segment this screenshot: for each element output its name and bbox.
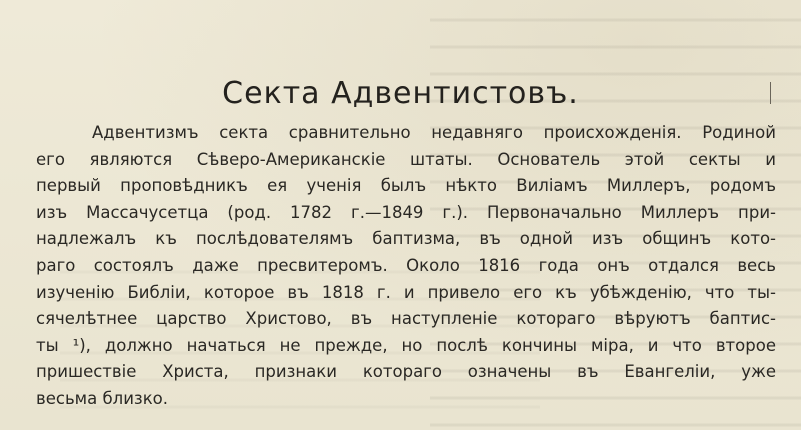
paragraph-line: первый проповѣдникъ ея ученія былъ нѣкто Виліамъ Миллеръ, родомъ (36, 176, 776, 196)
paragraph-line: пришествіе Христа, признаки котораго означены въ Евангеліи, уже (36, 362, 776, 382)
paragraph-line: надлежалъ къ послѣдователямъ баптизма, въ одной изъ общинъ кото- (36, 229, 776, 249)
paragraph-line: Адвентизмъ секта сравнительно недавняго происхожденія. Родиной (92, 123, 776, 142)
paragraph-line: сячелѣтнее царство Христово, въ наступленіе котораго вѣруютъ баптис- (36, 309, 776, 329)
paragraph-line: его являются Сѣверо-Американскіе штаты. Основатель этой секты и (36, 149, 776, 169)
paragraph-line: изученію Библіи, которое въ 1818 г. и привело его къ убѣжденію, что ты- (36, 282, 776, 302)
paragraph-line: раго состоялъ даже пресвитеромъ. Около 1816 года онъ отдался весь (36, 255, 776, 275)
paragraph-line: изъ Массачусетца (род. 1782 г.—1849 г.). Первоначально Миллеръ при- (36, 202, 776, 222)
paragraph-line: весьма близко. (36, 388, 168, 408)
section-title: Секта Адвентистовъ. (222, 76, 579, 112)
body-paragraph (36, 120, 776, 413)
paragraph-line: ты ¹), должно начаться не прежде, но послѣ кончины міра, и что второе (36, 335, 776, 355)
